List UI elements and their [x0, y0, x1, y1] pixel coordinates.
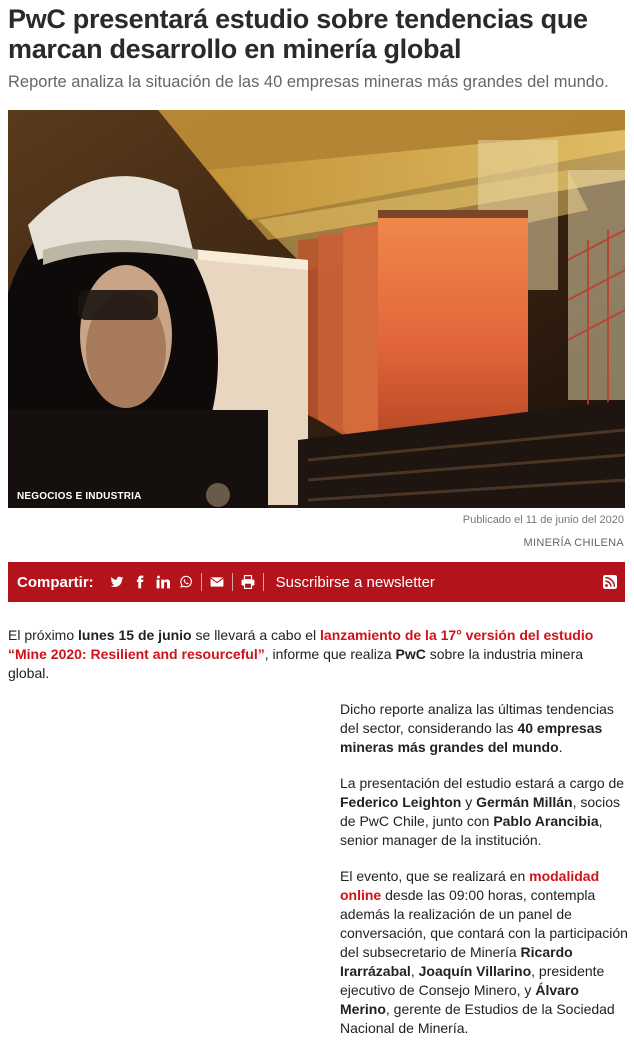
bold-person: Pablo Arancibia — [493, 813, 599, 829]
body-paragraph-1 — [8, 626, 620, 683]
facebook-icon[interactable] — [133, 575, 147, 589]
body-paragraph-2 — [340, 700, 628, 757]
email-icon[interactable] — [210, 575, 224, 589]
twitter-icon[interactable] — [110, 575, 124, 589]
hero-image — [8, 110, 625, 508]
share-divider — [232, 573, 233, 591]
bold-company: PwC — [395, 646, 426, 662]
text-run: El próximo — [8, 627, 79, 643]
bold-text: 40 empresas mineras más grandes del mundo — [340, 720, 603, 755]
social-share-icons — [110, 575, 193, 589]
author-name[interactable]: MINERÍA CHILENA — [523, 537, 624, 549]
bold-person: Joaquín Villarino — [418, 963, 532, 979]
text-run: , presidente ejecutivo de Consejo Minero, y — [340, 963, 605, 998]
bold-person: Federico Leighton — [340, 794, 462, 810]
study-launch-link[interactable]: lanzamiento de la 17° versión del estudio “Mine 2020: Resilient and resourceful” — [8, 627, 594, 662]
newsletter-link[interactable]: Suscribirse a newsletter — [275, 573, 435, 591]
category-tag[interactable]: NEGOCIOS E INDUSTRIA — [17, 491, 142, 502]
text-run: , socios de PwC Chile, junto con — [340, 794, 621, 829]
article-title: PwC presentará estudio sobre tendencias que marcan desarrollo en minería global — [8, 4, 588, 64]
text-run: , gerente de Estudios de la Sociedad Nacional de Minería. — [340, 1001, 615, 1036]
article-subtitle: Reporte analiza la situación de las 40 empresas mineras más grandes del mundo. — [8, 73, 609, 91]
share-divider — [201, 573, 202, 591]
text-run: se llevará a cabo el — [191, 627, 321, 643]
text-run: El evento, que se realizará en — [340, 868, 530, 884]
bold-person: Álvaro Merino — [340, 982, 579, 1017]
text-run: sobre la industria minera global. — [8, 646, 584, 681]
text-run: Dicho reporte analiza las últimas tendencias del sector, considerando las — [340, 701, 614, 736]
text-run: y — [461, 794, 477, 810]
rss-icon[interactable] — [603, 575, 617, 589]
text-run: , senior manager de la institución. — [340, 813, 603, 848]
text-run: , — [410, 963, 419, 979]
text-run: . — [558, 739, 563, 755]
publish-date: Publicado el 11 de junio del 2020 — [462, 514, 624, 526]
linkedin-icon[interactable] — [156, 575, 170, 589]
body-paragraph-4 — [340, 867, 628, 1038]
hero-photo-illustration — [8, 110, 625, 508]
body-paragraph-3 — [340, 774, 628, 850]
whatsapp-icon[interactable] — [179, 575, 193, 589]
text-run: , informe que realiza — [264, 646, 396, 662]
print-icon[interactable] — [241, 575, 255, 589]
text-run: desde las 09:00 horas, contempla además la realización de un panel de conversación, que contará con la participación del subsecretario de Minería — [340, 887, 628, 960]
bold-date: lunes 15 de junio — [78, 627, 192, 643]
share-label: Compartir: — [17, 573, 94, 591]
bold-person: Ricardo Irarrázabal — [340, 944, 573, 979]
online-modality-link[interactable]: modalidad online — [340, 868, 600, 903]
bold-person: Germán Millán — [476, 794, 573, 810]
text-run: La presentación del estudio estará a cargo de — [340, 775, 625, 791]
share-bar — [8, 562, 625, 602]
share-divider — [263, 573, 264, 591]
